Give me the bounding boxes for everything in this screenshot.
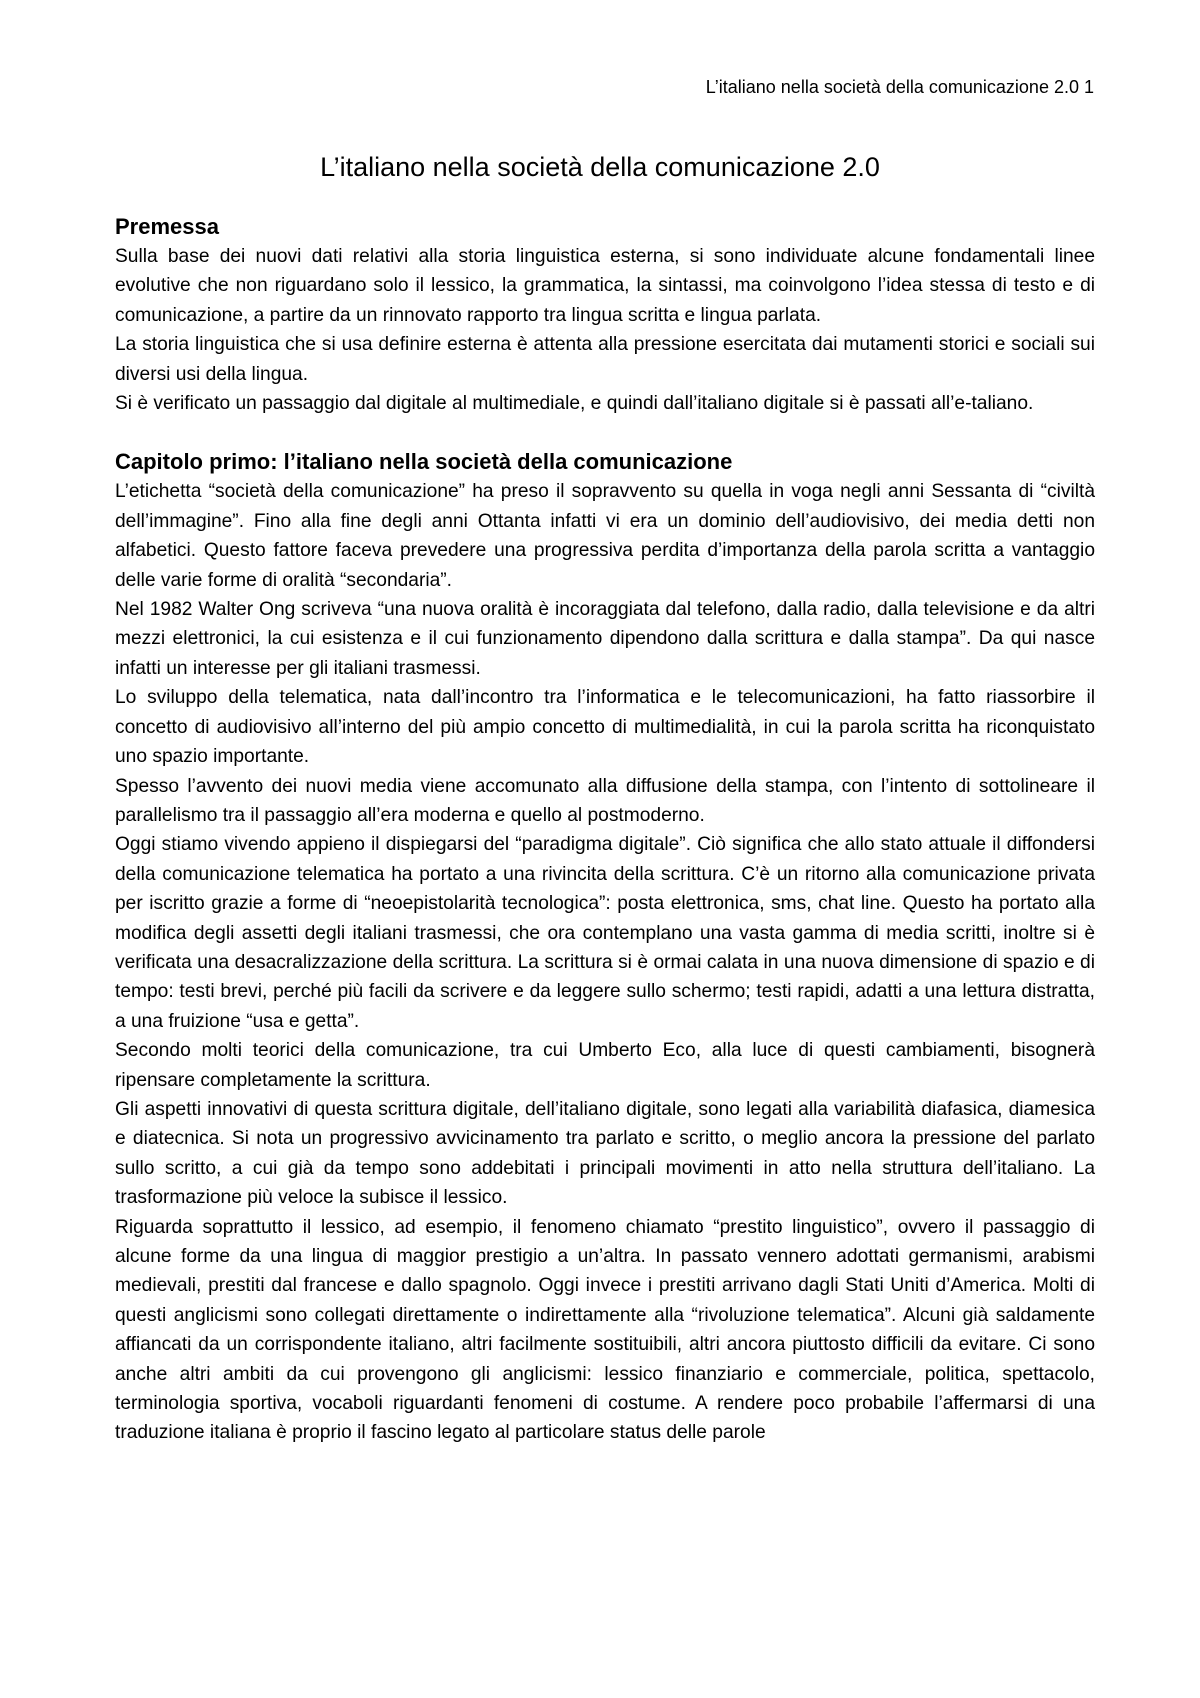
document-title: L’italiano nella società della comunicazione 2.0 xyxy=(320,152,880,182)
paragraph: Lo sviluppo della telematica, nata dall’incontro tra l’informatica e le telecomunicazioni, ha fatto riassorbire il concetto di audiovisivo all’interno del più ampio concetto di multimedialità, in cui la parola scritta ha riconquistato uno spazio importante. xyxy=(115,687,1095,768)
section-heading: Premessa xyxy=(115,214,219,239)
section-capitolo-primo xyxy=(115,447,1095,1447)
document-body xyxy=(115,212,1095,1448)
paragraph: Riguarda soprattutto il lessico, ad esempio, il fenomeno chiamato “prestito linguistico”, ovvero il passaggio di alcune forme da una lingua di maggior prestigio a un’altra. In passato vennero adottati germanismi, arabismi medievali, prestiti dal francese e dallo spagnolo. Oggi invece i prestiti arrivano dagli Stati Uniti d’America. Molti di questi anglicismi sono collegati direttamente o indirettamente alla “rivoluzione telematica”. Alcuni già saldamente affiancati da un corrispondente italiano, altri facilmente sostituibili, altri ancora piuttosto difficili da evitare. Ci sono anche altri ambiti da cui provengono gli anglicismi: lessico finanziario e commerciale, politica, spettacolo, terminologia sportiva, vocaboli riguardanti fenomeni di costume. A rendere poco probabile l’affermarsi di una traduzione italiana è proprio il fascino legato al particolare status delle parole xyxy=(115,1216,1095,1444)
running-header: L’italiano nella società della comunicazione 2.0 1 xyxy=(705,77,1094,97)
section-spacer xyxy=(115,418,1095,447)
section-premessa xyxy=(115,212,1095,418)
paragraph: L’etichetta “società della comunicazione” ha preso il sopravvento su quella in voga negli anni Sessanta di “civiltà dell’immagine”. Fino alla fine degli anni Ottanta infatti vi era un dominio dell’audiovisivo, dei media detti non alfabetici. Questo fattore faceva prevedere una progressiva perdita d’importanza della parola scritta a vantaggio delle varie forme di oralità “secondaria”. xyxy=(115,481,1095,591)
paragraph: Oggi stiamo vivendo appieno il dispiegarsi del “paradigma digitale”. Ciò significa che allo stato attuale il diffondersi della comunicazione telematica ha portato a una rivincita della scrittura. C’è un ritorno alla comunicazione privata per iscritto grazie a forme di “neoepistolarità tecnologica”: posta elettronica, sms, chat line. Questo ha portato alla modifica degli assetti degli italiani trasmessi, che ora contemplano una vasta gamma di media scritti, inoltre si è verificata una desacralizzazione della scrittura. La scrittura si è ormai calata in una nuova dimensione di spazio e di tempo: testi brevi, perché più facili da scrivere e da leggere sullo schermo; testi rapidi, adatti a una lettura distratta, a una fruizione “usa e getta”. xyxy=(115,834,1095,1032)
paragraph: Sulla base dei nuovi dati relativi alla storia linguistica esterna, si sono individuate alcune fondamentali linee evolutive che non riguardano solo il lessico, la grammatica, la sintassi, ma coinvolgono l’idea stessa di testo e di comunicazione, a partire da un rinnovato rapporto tra lingua scritta e lingua parlata. xyxy=(115,246,1095,326)
paragraph: Secondo molti teorici della comunicazione, tra cui Umberto Eco, alla luce di questi cambiamenti, bisognerà ripensare completamente la scrittura. xyxy=(115,1040,1095,1091)
section-heading: Capitolo primo: l’italiano nella società della comunicazione xyxy=(115,449,733,475)
paragraph: Si è verificato un passaggio dal digitale al multimediale, e quindi dall’italiano digitale si è passati all’e-taliano. xyxy=(115,393,1034,415)
paragraph: Gli aspetti innovativi di questa scrittura digitale, dell’italiano digitale, sono legati alla variabilità diafasica, diamesica e diatecnica. Si nota un progressivo avvicinamento tra parlato e scritto, o meglio ancora la pressione del parlato sullo scritto, a cui già da tempo sono addebitati i principali movimenti in atto nella struttura dell’italiano. La trasformazione più veloce la subisce il lessico. xyxy=(115,1098,1095,1209)
paragraph: La storia linguistica che si usa definire esterna è attenta alla pressione esercitata dai mutamenti storici e sociali sui diversi usi della lingua. xyxy=(115,334,1095,385)
paragraph: Nel 1982 Walter Ong scriveva “una nuova oralità è incoraggiata dal telefono, dalla radio, dalla televisione e da altri mezzi elettronici, la cui esistenza e il cui funzionamento dipendono dalla scrittura e dalla stampa”. Da qui nasce infatti un interesse per gli italiani trasmessi. xyxy=(115,599,1095,679)
paragraph: Spesso l’avvento dei nuovi media viene accomunato alla diffusione della stampa, con l’intento di sottolineare il parallelismo tra il passaggio all’era moderna e quello al postmoderno. xyxy=(115,775,1095,826)
